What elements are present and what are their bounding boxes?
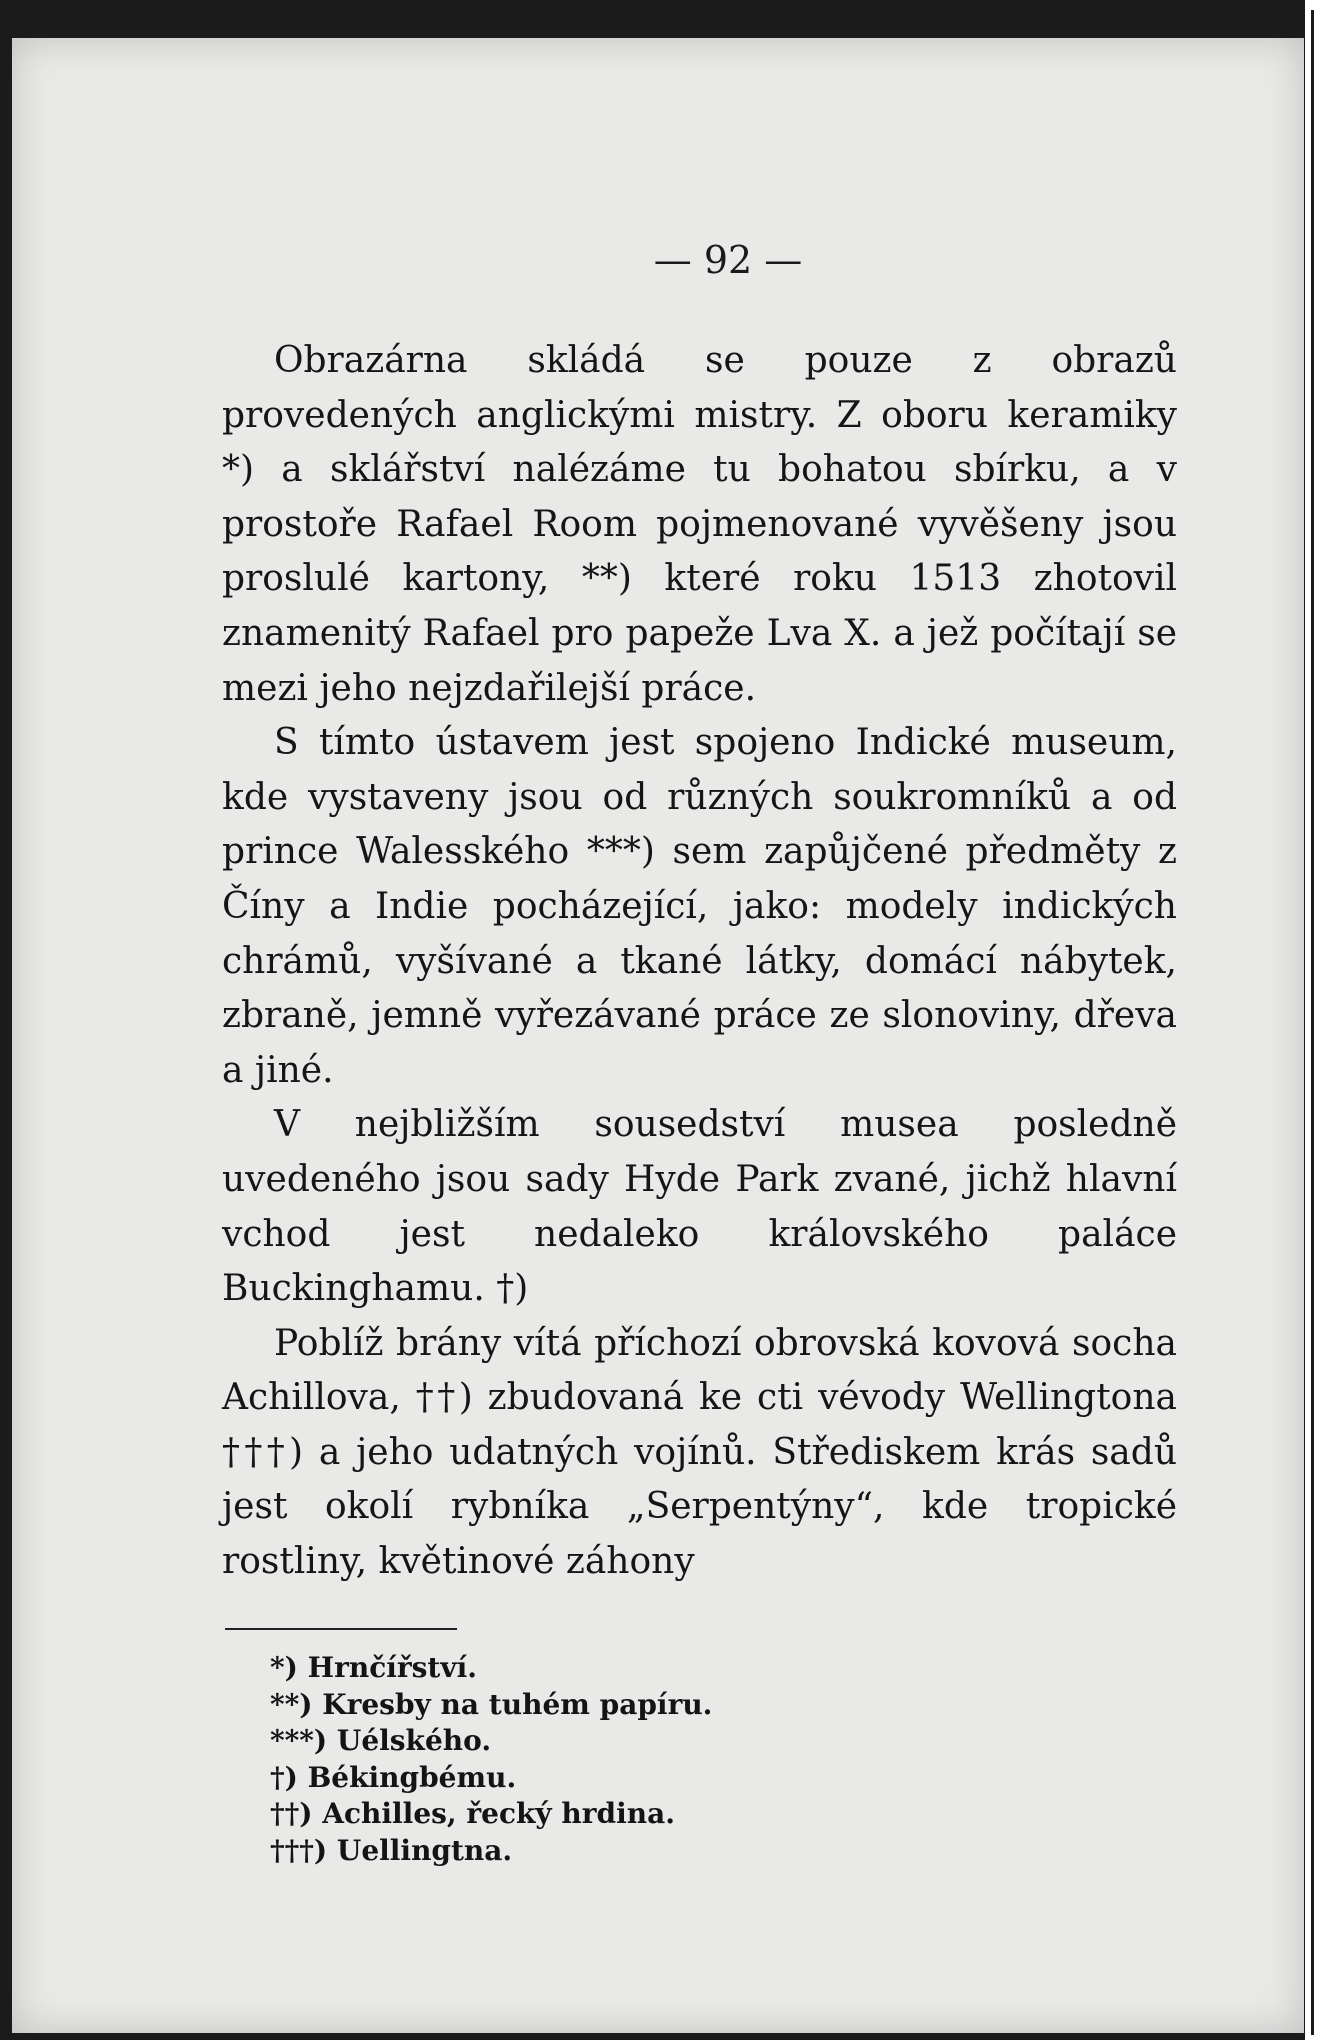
book-page [12,38,1304,2033]
footnote-2: **) Kresby na tuhém papíru. [270,1687,713,1721]
footnotes [270,1650,712,1869]
paragraph-1: Obrazárna skládá se pouze z obrazů provedených anglickými mistry. Z oboru keramiky *) a sklářství nalézáme tu bohatou sbírku, a v prostoře Rafael Room pojmenované vyvěšeny jsou proslulé kartony, **) které roku 1513 zhotovil znamenitý Rafael pro papeže Lva X. a jež počítají se mezi jeho nejzdařilejší práce. [222,340,1177,709]
footnote-3: ***) Uélského. [270,1724,492,1757]
footnote-1: *) Hrnčířství. [270,1651,477,1684]
footnote-separator [225,1628,457,1630]
footnote-4: †) Békingbému. [270,1760,517,1794]
paragraph-4: Poblíž brány vítá příchozí obrovská kovová socha Achillova, ††) zbudovaná ke cti vévody Wellingtona †††) a jeho udatných vojínů. Střediskem krás sadů jest okolí rybníka „Serpentýny“, kde tropické rostliny, květinové záhony [222,1322,1177,1583]
footnote-6: †††) Uellingtna. [270,1833,513,1867]
page-number: — 92 — [653,238,803,282]
paragraph-3: V nejbližším sousedství musea posledně uvedeného jsou sady Hyde Park zvané, jichž hlavní vchod jest nedaleko královského paláce Buckinghamu. †) [222,1104,1177,1310]
border-rule [1311,10,1314,2035]
scan-border [1305,0,1343,2040]
body-text [222,334,1177,1590]
footnote-5: ††) Achilles, řecký hrdina. [270,1797,676,1830]
paragraph-2: S tímto ústavem jest spojeno Indické museum, kde vystaveny jsou od různých soukromníků a od prince Walesského ***) sem zapůjčené předměty z Číny a Indie pocházející, jako: modely indických chrámů, vyšívané a tkané látky, domácí nábytek, zbraně, jemně vyřezávané práce ze slonoviny, dřeva a jiné. [222,722,1177,1091]
